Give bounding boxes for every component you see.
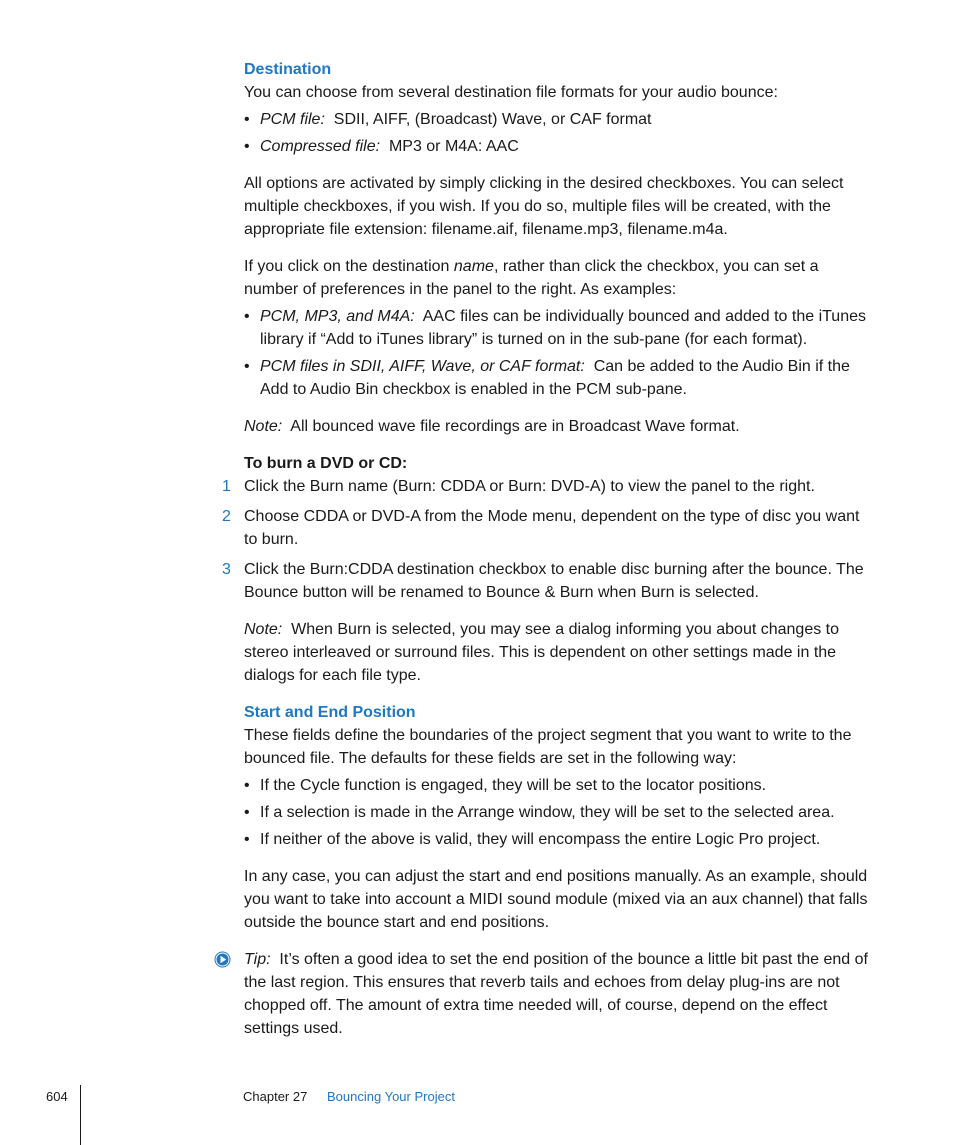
destination-note bbox=[244, 415, 874, 438]
list-item-text: Can be added to the Audio Bin if the Add to Audio Bin checkbox is enabled in the PCM sub-pane. bbox=[260, 358, 850, 398]
paragraph-text: , rather than click the checkbox, you can set a number of preferences in the panel to the right. As examples: bbox=[244, 258, 819, 298]
list-item bbox=[244, 135, 874, 158]
page-content bbox=[222, 58, 874, 1040]
tip-paragraph bbox=[244, 948, 874, 1040]
tip-block bbox=[244, 948, 874, 1040]
paragraph-emphasis: name bbox=[453, 258, 494, 275]
step-text: Click the Burn name (Burn: CDDA or Burn: DVD-A) to view the panel to the right. bbox=[244, 478, 815, 495]
step-text: Click the Burn:CDDA destination checkbox to enable disc burning after the bounce. The Bounce button will be renamed to Bounce & Burn when Burn is selected. bbox=[244, 561, 864, 601]
bullet-glyph: • bbox=[244, 138, 250, 155]
step-text: Choose CDDA or DVD-A from the Mode menu, dependent on the type of disc you want to burn. bbox=[244, 508, 860, 548]
list-item-label: Compressed file: bbox=[260, 138, 381, 155]
bullet-glyph: • bbox=[244, 831, 250, 848]
start-end-paragraph: In any case, you can adjust the start and end positions manually. As an example, should you want to take into account a MIDI sound module (mixed via an aux channel) that falls outside the bounce start and end positions. bbox=[244, 868, 868, 931]
list-item bbox=[244, 801, 874, 824]
start-end-list bbox=[244, 774, 874, 851]
list-item-text: MP3 or M4A: AAC bbox=[388, 138, 519, 155]
list-item-label: PCM file: bbox=[260, 111, 325, 128]
list-item-label: PCM files in SDII, AIFF, Wave, or CAF format: bbox=[260, 358, 585, 375]
destination-paragraph-checkboxes: All options are activated by simply clicking in the desired checkboxes. You can select multiple checkboxes, if you wish. If you do so, multiple files will be created, with the appropriate file extension: filename.aif, filename.mp3, filename.m4a. bbox=[244, 175, 844, 238]
step-item bbox=[222, 475, 874, 498]
start-end-heading: Start and End Position bbox=[244, 704, 416, 721]
tip-label: Tip: bbox=[244, 951, 271, 968]
note-label: Note: bbox=[244, 418, 283, 435]
step-number: 1 bbox=[222, 478, 231, 495]
destination-format-list bbox=[244, 108, 874, 158]
step-item bbox=[222, 558, 874, 604]
burn-heading: To burn a DVD or CD: bbox=[244, 455, 408, 472]
list-item bbox=[244, 774, 874, 797]
destination-example-list bbox=[244, 305, 874, 401]
destination-heading: Destination bbox=[244, 61, 332, 78]
tip-text: It’s often a good idea to set the end position of the bounce a little bit past the end of the last region. This ensures that reverb tails and echoes from delay plug-ins are not chopped off. The amount of extra time needed will, of course, depend on the effect settings used. bbox=[244, 951, 868, 1037]
note-text: When Burn is selected, you may see a dialog informing you about changes to stereo interleaved or surround files. This is dependent on other settings made in the dialogs for each file type. bbox=[244, 621, 840, 684]
bullet-glyph: • bbox=[244, 111, 250, 128]
list-item bbox=[244, 108, 874, 131]
step-number: 3 bbox=[222, 561, 231, 578]
bullet-glyph: • bbox=[244, 358, 250, 375]
list-item bbox=[244, 828, 874, 851]
list-item-text: SDII, AIFF, (Broadcast) Wave, or CAF format bbox=[333, 111, 652, 128]
footer-divider bbox=[80, 1085, 81, 1145]
bullet-glyph: • bbox=[244, 804, 250, 821]
list-item bbox=[244, 355, 874, 401]
list-item-text: If neither of the above is valid, they will encompass the entire Logic Pro project. bbox=[260, 831, 821, 848]
list-item-text: If the Cycle function is engaged, they will be set to the locator positions. bbox=[260, 777, 767, 794]
burn-steps-list bbox=[222, 475, 874, 604]
start-end-intro: These fields define the boundaries of the project segment that you want to write to the bounced file. The defaults for these fields are set in the following way: bbox=[244, 727, 852, 767]
step-number: 2 bbox=[222, 508, 231, 525]
chapter-title: Bouncing Your Project bbox=[327, 1089, 455, 1104]
page-number: 604 bbox=[46, 1089, 68, 1104]
destination-paragraph-preferences bbox=[244, 255, 874, 301]
paragraph-text: If you click on the destination bbox=[244, 258, 454, 275]
play-arrow-icon bbox=[214, 951, 231, 968]
bullet-glyph: • bbox=[244, 308, 250, 325]
list-item-text: If a selection is made in the Arrange window, they will be set to the selected area. bbox=[260, 804, 835, 821]
bullet-glyph: • bbox=[244, 777, 250, 794]
note-text: All bounced wave file recordings are in Broadcast Wave format. bbox=[290, 418, 740, 435]
note-label: Note: bbox=[244, 621, 283, 638]
step-item bbox=[222, 505, 874, 551]
list-item bbox=[244, 305, 874, 351]
list-item-text: AAC files can be individually bounced and added to the iTunes library if “Add to iTunes library” is turned on in the sub-pane (for each format). bbox=[260, 308, 866, 348]
chapter-label: Chapter 27 bbox=[243, 1089, 308, 1104]
destination-intro: You can choose from several destination file formats for your audio bounce: bbox=[244, 84, 778, 101]
burn-note bbox=[244, 618, 874, 687]
list-item-label: PCM, MP3, and M4A: bbox=[260, 308, 415, 325]
